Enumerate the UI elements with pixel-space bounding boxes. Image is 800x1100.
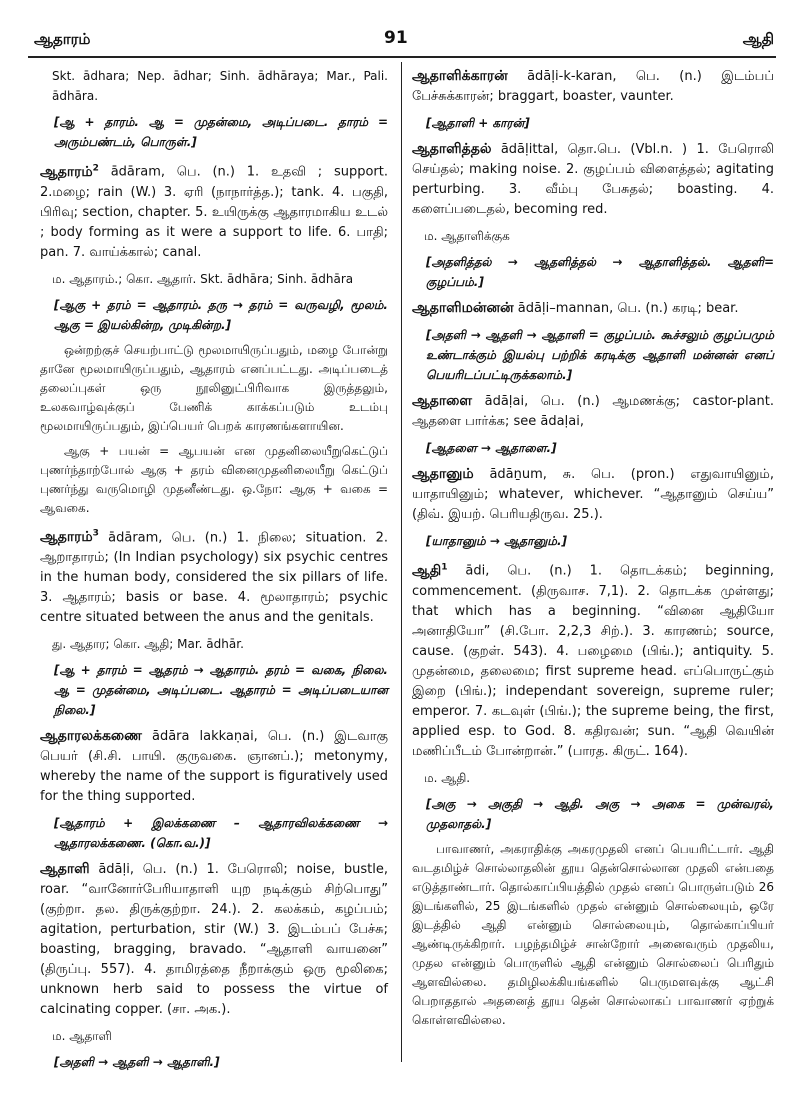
homonym-number: 3	[92, 528, 99, 539]
dictionary-entry	[412, 298, 774, 319]
explanatory-paragraph: பாவாணர், அகராதிக்கு அகரமுதலி எனப் பெயரிட்டார். ஆதி வடதமிழ்ச் சொல்லாதலின் தூய தென்சொல்லான முதலி என்பதை எடுத்தாண்டார். தொல்காப்பியத்தில் முதல் எனப் பொருள்படும் 26 இடங்களில், 25 இடங்களில் முதல் என்னும் சொல்லையும், ஒரே இடத்தில் ஆதி என்னும் சொல்லையும், தொல்காப்பியர் ஆண்டிருக்கிறார். பழந்தமிழ்ச் சான்றோர் அனைவரும் முதலிய, முதல என்னும் பொருளில் ஆதி என்னும் சொல்லைப் பெரிதும் ஆளவில்லை. தமிழிலக்கியங்களில் பெருமளவுக்கு ஆட்சி பெறாததால் அதனைத் தூய தென் சொல்லாகப் பாவாணர் ஏற்றுக் கொள்ளவில்லை.	[412, 841, 774, 1027]
dictionary-entry	[412, 139, 774, 220]
dictionary-entry	[40, 524, 388, 629]
headword	[412, 68, 508, 84]
entry-definition: ādāḷi–mannan, பெ. (n.) கரடி; bear.	[517, 301, 739, 316]
homonym-number: 2	[92, 163, 99, 173]
explanatory-paragraph: ஒன்றற்குச் செயற்பாட்டு மூலமாயிருப்பதும், மழை போன்று தானே மூலமாயிருப்பதும், ஆதாரம் எனப்பட்டது. அடிப்படைத் தலைப்புகள் ஒரு நூலினுட்பிரிவாக இருத்தலும், உலகவாழ்வுக்குப் பேணிக் காக்கப்படும் உடம்பு மூலமாயிருப்பதும், இப்பெயர் பெறக் காரணங்களாயின.	[40, 342, 388, 433]
headword-text: ஆதி	[412, 562, 442, 579]
headword-text: ஆதாளித்தல்	[412, 141, 492, 157]
header-rule	[28, 56, 776, 58]
cognates-line: து. ஆதார; கொ. ஆதி; Mar. ādhār.	[52, 637, 244, 652]
left-column	[40, 66, 388, 1078]
explanatory-paragraph: ஆகு + பயன் = ஆபயன் என முதனிலையீறுகெட்டுப் புணர்ந்தாற்போல் ஆகு + தரம் வினைமுதனிலையீறு கெட்டுப் புணர்ந்து வருமொழி முதனீண்டது. ஒ.நோ: ஆகு + வகை = ஆவகை.	[40, 443, 388, 515]
homonym-number: 1	[441, 562, 448, 572]
cognates-line: ம. ஆதாளி	[52, 1029, 112, 1044]
dictionary-entry	[40, 158, 388, 263]
entry-definition: ādāṉum, சு. பெ. (pron.) எதுவாயினும், யாதாயினும்; whatever, whichever. “ஆதானும் செய்ய” (திவ். இயற். பெரியதிருவ. 25.).	[412, 467, 774, 522]
entry-definition: ādāḷai, பெ. (n.) ஆமணக்கு; castor-plant. ஆதளை பார்க்க; see ādaḷai,	[412, 394, 774, 429]
headword-text: ஆதாரலக்கணை	[40, 728, 142, 745]
entry-definition: ādāḷittal, தொ.பெ. (Vbl.n. ) 1. பேரொலி செய்தல்; making noise. 2. குழப்பம் விளைத்தல்; agitating perturbing. 3. வீம்பு பேசுதல்; boasting. 4. களைப்படைதல், becoming red.	[412, 142, 774, 217]
dictionary-entry	[412, 391, 774, 432]
entry-definition: ādāram, பெ. (n.) 1. நிலை; situation. 2. ஆறாதாரம்; (In Indian psychology) six psychic centres in the human body, considered the six pillars of life. 3. ஆதாரம்; basis or base. 4. மூலாதாரம்; psychic centre situated between the anus and the genitals.	[40, 530, 388, 626]
etymology-note: [அகு → அகுதி → ஆதி. அகு → அகை = முன்வரல், முதலாதல்.]	[426, 796, 774, 831]
dictionary-entry	[412, 464, 774, 525]
headword-text: ஆதாளிக்காரன்	[412, 68, 508, 84]
dictionary-entry	[40, 726, 388, 807]
cognates-line: ம. ஆதி.	[424, 770, 471, 785]
entry-definition: ādāra lakkaṇai, பெ. (n.) இடவாகு பெயர் (சி.சி. பாயி. குருவகை. ஞானப்.); metonymy, whereby the name of the support is figuratively used for the thing supported.	[40, 729, 388, 805]
headword-text: ஆதாரம்	[40, 163, 93, 180]
etymology-note: [அதளி → ஆதளி → ஆதாளி.]	[54, 1055, 220, 1070]
etymology-note: [அதளி → ஆதளி → ஆதாளி = குழப்பம். கூச்சலும் குழப்பமும் உண்டாக்கும் இயல்பு பற்றிக் கரடிக்கு ஆதாளி மன்னன் எனப் பெயரிடப்பட்டிருக்கலாம்.]	[426, 328, 774, 382]
entry-definition: ādi, பெ. (n.) 1. தொடக்கம்; beginning, commencement. (திருவாச. 7,1). 2. தொடக்க முள்ளது; that which has a beginning. “வினை ஆதியோ அனாதியோ” (சி.போ. 2,2,3 சிற்.). 3. காரணம்; source, cause. (குறள். 543). 4. பழைமை (பிங்.); antiquity. 5. முதன்மை, தலைமை; first supreme head. எப்பொருட்கும் இறை (பிங்.); independant sovereign, supreme ruler; emperor. 7. கடவுள் (பிங்.); the supreme being, the first, applied esp. to God. 8. கதிரவன்; sun. “ஆதி வெயின் மணிப்பீடம் போன்றான்.” (பாரத. கிருட். 164).	[412, 563, 775, 759]
cognates-line: Skt. ādhara; Nep. ādhar; Sinh. ādhāraya; Mar., Pali. ādhāra.	[52, 69, 388, 103]
etymology-note: [ஆதாரம் + இலக்கணை – ஆதாரவிலக்கணை → ஆதாரலக்கணை. (கொ.வ.)]	[54, 816, 388, 851]
etymology-note: [ஆ + தாரம். ஆ = முதன்மை, அடிப்படை. தாரம் = அரும்பண்டம், பொருள்.]	[54, 115, 388, 149]
headword	[412, 141, 491, 157]
dictionary-entry	[412, 557, 774, 762]
headword-text: ஆதாளிமன்னன்	[412, 300, 514, 316]
etymology-note: [ஆதளை → ஆதாளை.]	[426, 441, 557, 455]
headword	[412, 563, 447, 579]
headword	[40, 861, 90, 877]
headword-text: ஆதாரம்	[40, 529, 93, 546]
headword-text: ஆதானும்	[412, 466, 474, 482]
cognates-line: ம. ஆதாரம்.; கொ. ஆதார். Skt. ādhāra; Sinh. ādhāra	[52, 271, 354, 286]
header-left-guide-word: ஆதாரம்	[34, 30, 91, 48]
headword-text: ஆதாளி	[40, 861, 90, 878]
headword	[40, 728, 142, 744]
entry-definition: ādāram, பெ. (n.) 1. உதவி ; support. 2.மழை; rain (W.) 3. ஏரி (நாநார்த்த.); tank. 4. பகுதி, பிரிவு; section, chapter. 5. உயிருக்கு ஆதாரமாகிய உடல் ; body forming as it were a support to life. 6. பாதி; pan. 7. வாய்க்கால்; canal.	[40, 164, 389, 260]
entry-definition: ādāḷi, பெ. (n.) 1. பேரொலி; noise, bustle, roar. “வானோர்பேரியாதாளி யுற நடிக்கும் சிற்பொது” (குற்றா. தல. திருக்குற்றா. 24.). 2. கலக்கம், கழப்பம்; agitation, perturbation, stir (W.) 3. இடம்பப் பேச்சு; boasting, bragging, bravado. “ஆதாளி வாயனை” (திருப்பு. 557). 4. தாமிரத்தை நீறாக்கும் ஒரு மூலிகை; unknown herb said to possess the virtue of calcinating copper. (சா. அக.).	[40, 862, 388, 1018]
headword	[40, 529, 99, 545]
dictionary-entry	[412, 66, 774, 107]
etymology-note: [ஆகு + தரம் = ஆதாரம். தரு → தரம் = வருவழி, மூலம். ஆகு = இயல்கின்ற, முடிகின்ற.]	[54, 297, 388, 332]
headword	[412, 466, 474, 482]
etymology-note: [அதளித்தல் → ஆதளித்தல் → ஆதாளித்தல். ஆதளி= குழப்பம்.]	[426, 255, 774, 289]
headword-text: ஆதாளை	[412, 393, 473, 409]
headword	[40, 164, 99, 180]
headword	[412, 393, 472, 409]
etymology-note: [யாதானும் → ஆதானும்.]	[426, 534, 567, 548]
headword	[412, 300, 514, 316]
right-column	[412, 66, 774, 1036]
entry-definition: ādāḷi-k-karan, பெ. (n.) இடம்பப் பேச்சுக்காரன்; braggart, boaster, vaunter.	[412, 69, 775, 104]
cognates-line: ம. ஆதாளிக்குக	[424, 229, 510, 243]
etymology-note: [ஆதாளி + காரன்]	[426, 116, 530, 130]
header-right-guide-word: ஆதி	[742, 30, 774, 48]
dictionary-entry	[40, 859, 388, 1020]
etymology-note: [ஆ + தாரம் = ஆதரம் → ஆதாரம். தரம் = வகை, நிலை. ஆ = முதன்மை, அடிப்படை. ஆதாரம் = அடிப்படையான நிலை.]	[54, 663, 388, 718]
page-number: 91	[384, 28, 408, 48]
column-divider	[401, 62, 402, 1062]
